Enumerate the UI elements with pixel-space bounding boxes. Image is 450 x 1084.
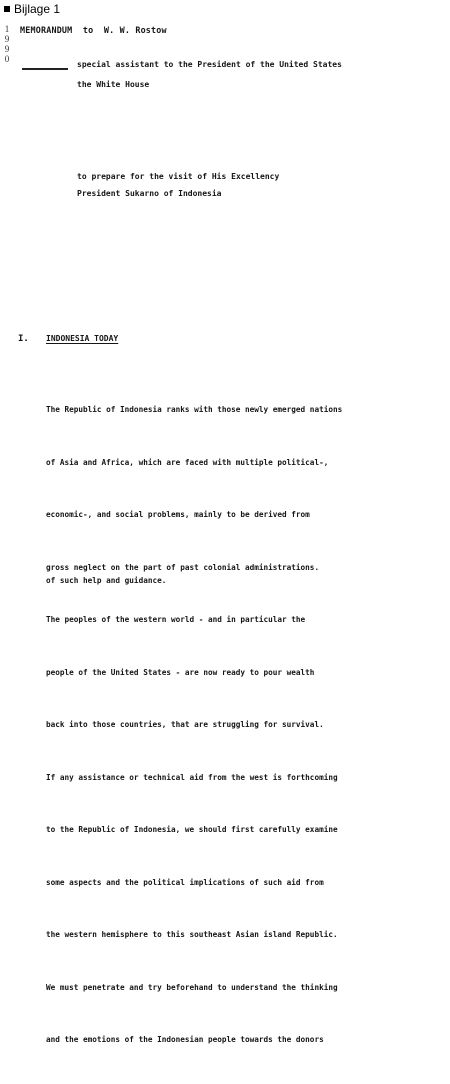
body-line: people of the United States - are now ready to pour wealth — [46, 667, 315, 677]
body-last-line: of such help and guidance. — [46, 576, 167, 585]
body-line: back into those countries, that are struggling for survival. — [46, 720, 324, 729]
side-year-stamp — [2, 24, 12, 64]
side-year-digit: 9 — [4, 44, 10, 54]
body-line: If any assistance or technical aid from the west is forthcoming — [46, 772, 338, 782]
body-line: economic-, and social problems, mainly to be derived from — [46, 510, 310, 519]
memo-heading: MEMORANDUM to W. W. Rostow — [20, 25, 167, 35]
appendix-label — [4, 2, 60, 16]
section-body — [46, 366, 342, 1084]
body-line: some aspects and the political implications of such aid from — [46, 877, 324, 887]
body-line: of Asia and Africa, which are faced with multiple political-, — [46, 457, 329, 467]
addressee-line-1: special assistant to the President of the United States — [77, 60, 342, 69]
section-number: I. — [18, 334, 29, 344]
body-line: The peoples of the western world - and in particular the — [46, 615, 306, 624]
side-year-digit: 9 — [4, 34, 10, 44]
body-line: The Republic of Indonesia ranks with those newly emerged nations — [46, 405, 343, 414]
addressee-line-2: the White House — [77, 80, 150, 89]
square-bullet-icon — [4, 6, 10, 12]
body-line: to the Republic of Indonesia, we should first carefully examine — [46, 825, 338, 834]
body-line: the western hemisphere to this southeast Asian island Republic. — [46, 930, 338, 939]
body-line: We must penetrate and try beforehand to understand the thinking — [46, 982, 338, 992]
side-year-digit: 0 — [4, 54, 10, 64]
body-line: and the emotions of the Indonesian people towards the donors — [46, 1035, 324, 1044]
purpose-line-2: President Sukarno of Indonesia — [77, 189, 222, 198]
section-title: INDONESIA TODAY — [46, 334, 119, 343]
side-year-digit: 1 — [4, 24, 10, 34]
appendix-label-text: Bijlage 1 — [14, 2, 61, 16]
purpose-line-1: to prepare for the visit of His Excellency — [77, 172, 280, 181]
dash-rule — [22, 68, 68, 70]
body-line: gross neglect on the part of past colonial administrations. — [46, 562, 320, 572]
